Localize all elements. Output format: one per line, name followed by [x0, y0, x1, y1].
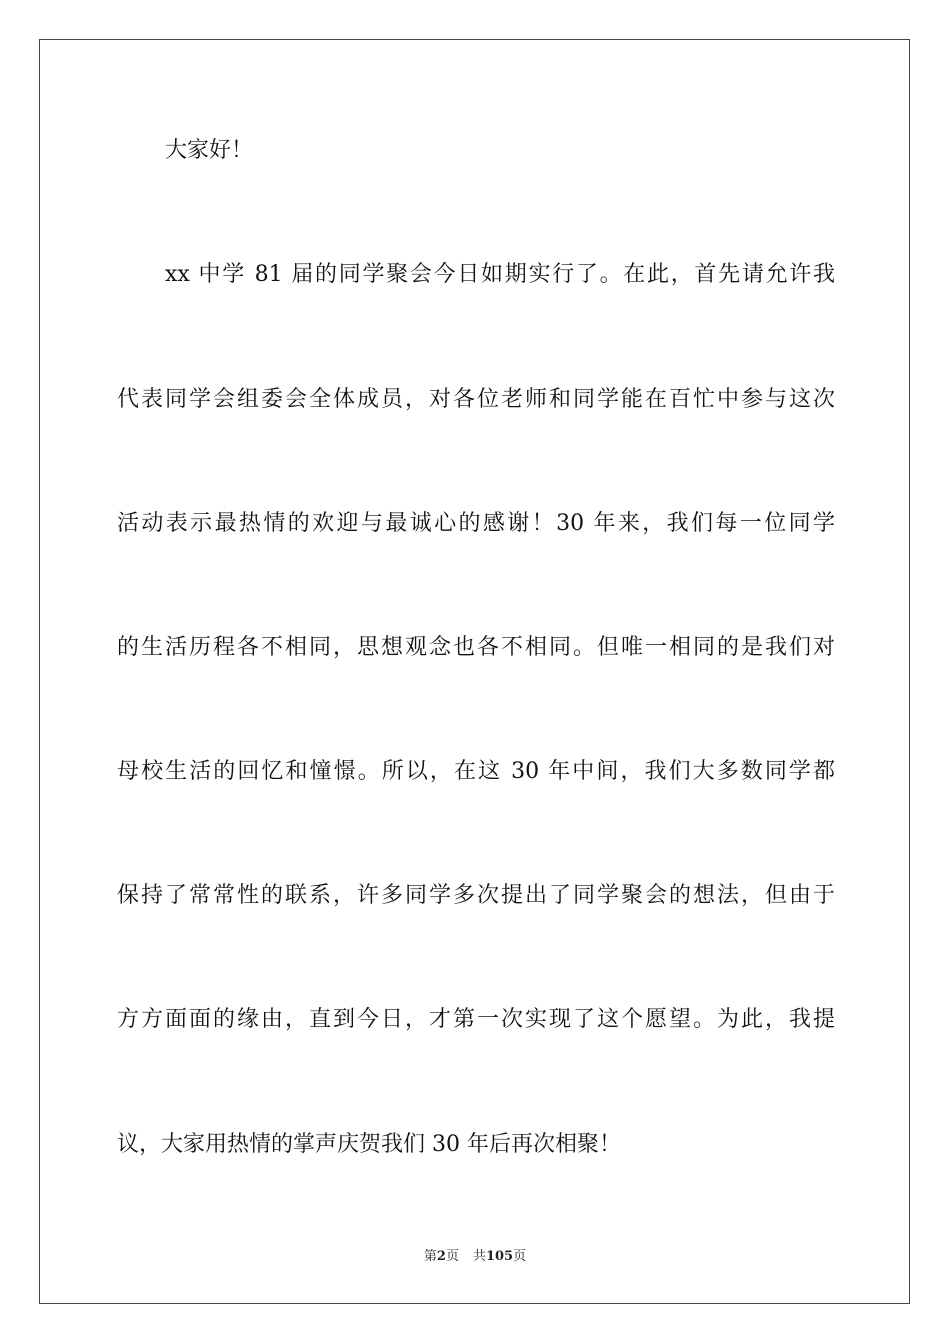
paragraph-line-1: xx 中学 81 届的同学聚会今日如期实行了。在此，首先请允许我 — [165, 262, 835, 287]
paragraph-line-5: 母校生活的回忆和憧憬。所以，在这 30 年中间，我们大多数同学都 — [117, 759, 835, 784]
page-prefix: 第 — [423, 1249, 437, 1264]
page-number: 2 — [436, 1249, 446, 1264]
greeting-line: 大家好！ — [165, 138, 254, 163]
total-suffix: 页 — [513, 1249, 527, 1264]
paragraph-line-3: 活动表示最热情的欢迎与最诚心的感谢！30 年来，我们每一位同学 — [117, 511, 835, 536]
page-frame — [39, 39, 910, 1304]
paragraph-line-8: 议，大家用热情的掌声庆贺我们 30 年后再次相聚！ — [117, 1132, 621, 1157]
paragraph-line-4: 的生活历程各不相同，思想观念也各不相同。但唯一相同的是我们对 — [117, 635, 835, 660]
paragraph-line-6: 保持了常常性的联系，许多同学多次提出了同学聚会的想法，但由于 — [117, 883, 835, 908]
paragraph-line-7: 方方面面的缘由，直到今日，才第一次实现了这个愿望。为此，我提 — [117, 1007, 835, 1032]
total-prefix: 共 — [472, 1249, 486, 1264]
page-footer — [0, 1249, 950, 1265]
page-suffix: 页 — [445, 1249, 459, 1264]
total-pages: 105 — [485, 1249, 514, 1264]
paragraph-line-2: 代表同学会组委会全体成员，对各位老师和同学能在百忙中参与这次 — [117, 387, 835, 412]
